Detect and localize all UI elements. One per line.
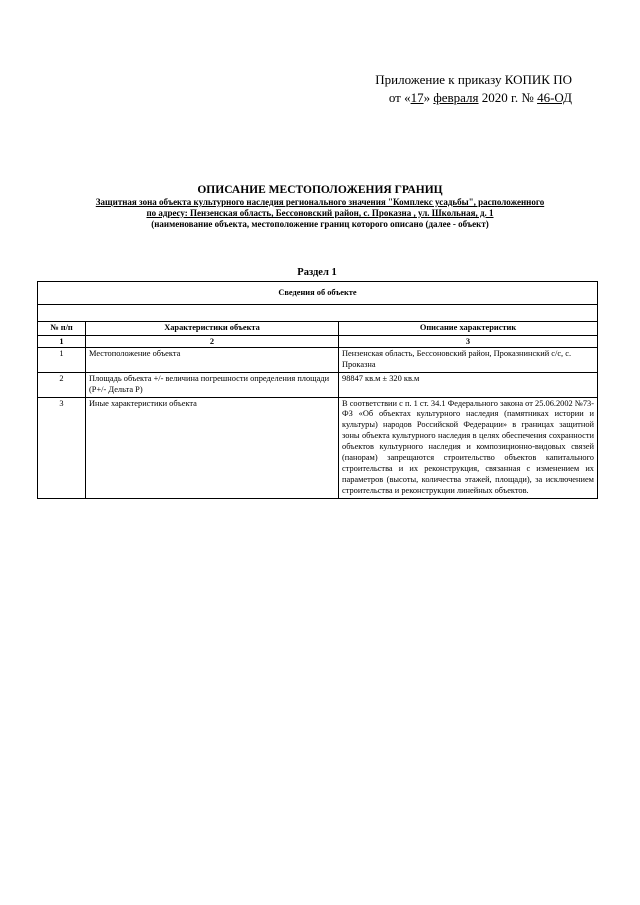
- table-header-row: [38, 322, 598, 336]
- column-number-2: 2: [86, 335, 339, 347]
- order-day: 17: [410, 90, 424, 105]
- appendix-line-2: [375, 89, 572, 107]
- appendix-middle-2: 2020 г. №: [478, 90, 538, 105]
- row-description: Пензенская область, Бессоновский район, Проказнинский с/с, с. Проказна: [339, 347, 598, 372]
- table-row: [38, 397, 598, 498]
- document-title: ОПИСАНИЕ МЕСТОПОЛОЖЕНИЯ ГРАНИЦ: [197, 184, 443, 196]
- appendix-prefix: от «: [388, 90, 411, 105]
- object-name-line-2: по адресу: Пензенская область, Бессоновский район, с. Проказна , ул. Школьная, д. 1: [146, 208, 494, 218]
- header-number: № п/п: [38, 322, 86, 336]
- order-number: 46-ОД: [537, 90, 572, 105]
- appendix-reference: [375, 71, 572, 107]
- object-name-line-1: Защитная зона объекта культурного наследия регионального значения "Комплекс усадьбы", расположенного: [95, 197, 545, 207]
- table-row: [38, 347, 598, 372]
- row-characteristic: Иные характеристики объекта: [86, 397, 339, 498]
- document-heading: [40, 183, 600, 230]
- row-characteristic: Местоположение объекта: [86, 347, 339, 372]
- column-number-1: 1: [38, 335, 86, 347]
- appendix-middle-1: »: [423, 90, 434, 105]
- row-number: 1: [38, 347, 86, 372]
- table-title-row: [38, 282, 598, 305]
- row-number: 2: [38, 372, 86, 397]
- table-spacer-row: [38, 305, 598, 322]
- row-number: 3: [38, 397, 86, 498]
- order-month: февраля: [433, 90, 479, 105]
- row-description: В соответствии с п. 1 ст. 34.1 Федерального закона от 25.06.2002 №73-ФЗ «Об объектах культурного наследия (памятниках истории и культуры) народов Российской Федерации» в границах защитной зоны объекта культурного наследия в целях обеспечения сохранности объектов культурного наследия и композиционно-видовых связей (панорам) запрещаются строительство объектов капитального строительства и их реконструкция, связанная с изменением их параметров (высоты, количества этажей, площади), за исключением строительства и реконструкции линейных объектов.: [339, 397, 598, 498]
- header-description: Описание характеристик: [339, 322, 598, 336]
- header-characteristic: Характеристики объекта: [86, 322, 339, 336]
- row-characteristic: Площадь объекта +/- величина погрешности определения площади (P+/- Дельта P): [86, 372, 339, 397]
- table-row: [38, 372, 598, 397]
- info-title: Сведения об объекте: [38, 282, 598, 305]
- object-caption: (наименование объекта, местоположение границ которого описано (далее - объект): [151, 219, 489, 229]
- column-number-3: 3: [339, 335, 598, 347]
- appendix-line-1: Приложение к приказу КОПИК ПО: [375, 72, 572, 87]
- object-info-table: [37, 281, 598, 499]
- column-number-row: [38, 335, 598, 347]
- row-description: 98847 кв.м ± 320 кв.м: [339, 372, 598, 397]
- section-title: Раздел 1: [297, 267, 337, 278]
